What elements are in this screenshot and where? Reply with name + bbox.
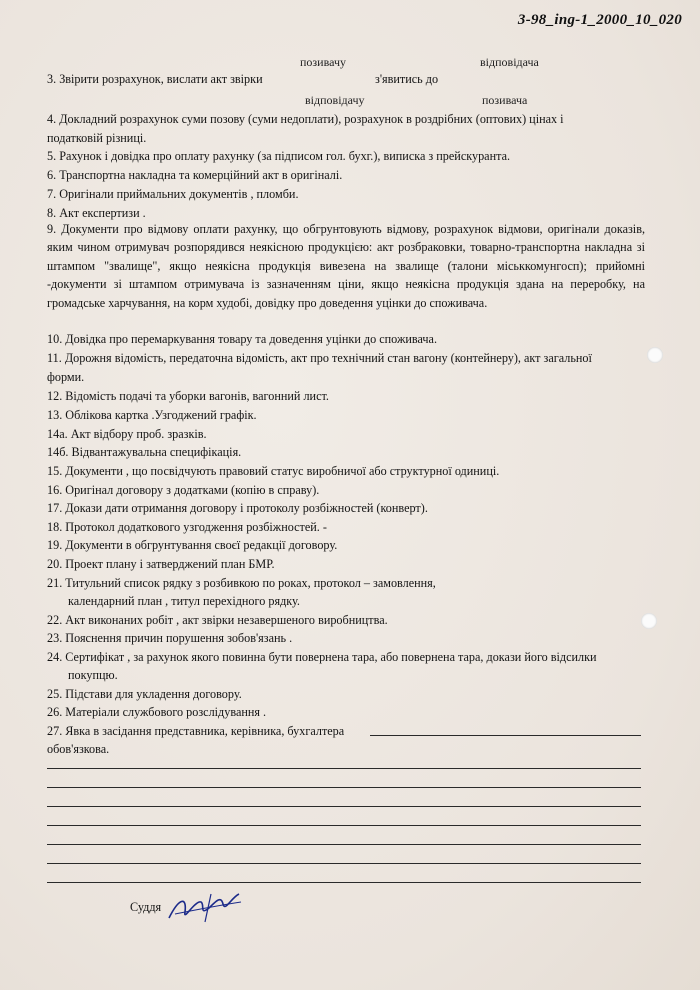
- item-22: 22. Акт виконаних робіт , акт звірки незавершеного виробництва.: [47, 613, 388, 627]
- blank-line-5: [47, 844, 641, 845]
- item-24-line1: 24. Сертифікат , за рахунок якого повинна бути повернена тара, або повернена тара, докази його відсилки: [47, 650, 597, 664]
- item-11-line2: форми.: [47, 370, 85, 384]
- item-3-appear-text: з'явитись до: [375, 72, 439, 86]
- item-13: 13. Облікова картка .Узгоджений графік.: [47, 408, 257, 422]
- item-20: 20. Проект плану і затверджений план БМР.: [47, 557, 275, 571]
- item-16: 16. Оригінал договору з додатками (копію в справу).: [47, 483, 320, 497]
- hint-vidpovidachu: відповідачу: [305, 93, 365, 107]
- item-17: 17. Докази дати отримання договору і протоколу розбіжностей (конверт).: [47, 501, 428, 515]
- blank-line-4: [47, 825, 641, 826]
- blank-line-6: [47, 863, 641, 864]
- item-3-text: 3. Звірити розрахунок, вислати акт звірки: [47, 72, 263, 86]
- item-15: 15. Документи , що посвідчують правовий статус виробничої або структурної одиниці.: [47, 464, 500, 478]
- judge-signature: [165, 888, 245, 928]
- item-25: 25. Підстави для укладення договору.: [47, 687, 242, 701]
- item-7: 7. Оригінали приймальних документів , пломби.: [47, 187, 299, 201]
- item-14a: 14а. Акт відбору проб. зразків.: [47, 427, 207, 441]
- hint-pozyvachu: позивачу: [300, 55, 346, 69]
- blank-line-2: [47, 787, 641, 788]
- item-8: 8. Акт експертизи .: [47, 206, 146, 220]
- blank-line-1: [47, 768, 641, 769]
- item-11-line1: 11. Дорожня відомість, передаточна відомість, акт про технічний стан вагону (контейнеру), акт загальної: [47, 351, 592, 365]
- item-27-text: 27. Явка в засідання представника, керівника, бухгалтера: [47, 724, 345, 738]
- item-26: 26. Матеріали службового розслідування .: [47, 705, 267, 719]
- item-5: 5. Рахунок і довідка про оплату рахунку (за підписом гол. бухг.), виписка з прейскуранта.: [47, 149, 511, 163]
- hint-vidpovidacha: відповідача: [480, 55, 539, 69]
- judge-label: Суддя: [130, 900, 162, 914]
- blank-line-3: [47, 806, 641, 807]
- item-24-line2: покупцю.: [68, 668, 118, 682]
- item-21-line2: календарний план , титул перехідного рядку.: [68, 594, 300, 608]
- item-4-line1: 4. Докладний розрахунок суми позову (суми недоплати), розрахунок в роздрібних (оптових) цінах і: [47, 112, 564, 126]
- item-4-line2: податковій різниці.: [47, 131, 147, 145]
- punch-hole-bottom: [641, 613, 657, 629]
- item-19: 19. Документи в обгрунтування своєї редакції договору.: [47, 538, 338, 552]
- item-18: 18. Протокол додаткового узгодження розбіжностей. -: [47, 520, 327, 534]
- hint-pozyvacha: позивача: [482, 93, 528, 107]
- punch-hole-top: [647, 347, 663, 363]
- item-27-blank-line: [370, 735, 641, 736]
- item-27-line1: [47, 722, 640, 740]
- item-12: 12. Відомість подачі та уборки вагонів, вагонний лист.: [47, 389, 329, 403]
- item-3: [47, 70, 640, 88]
- item-14b: 14б. Відвантажувальна специфікація.: [47, 445, 242, 459]
- item-10: 10. Довідка про перемаркування товару та доведення уцінки до споживача.: [47, 332, 438, 346]
- item-9: 9. Документи про відмову оплати рахунку, що обгрунтовують відмову, розрахунок відмови, оригінали доказів, яким чином отримувач розпорядився неякісною продукцією: акт розбраковки, товарно-транспортна накладна зі штампом "звалище", якщо неякісна продукція вивезена на звалище (талони міськкомунгосп); прийомні -документи зі штампом отримувача із зазначенням ціни, якщо неякісна продукція здана на переробку, на громадське харчування, на корм худобі, довідку про доведення уцінки до споживача.: [47, 222, 645, 310]
- document-id: 3-98_ing-1_2000_10_020: [517, 12, 682, 28]
- item-23: 23. Пояснення причин порушення зобов'язань .: [47, 631, 293, 645]
- blank-line-7: [47, 882, 641, 883]
- item-27-line2: обов'язкова.: [47, 742, 110, 756]
- item-6: 6. Транспортна накладна та комерційний акт в оригіналі.: [47, 168, 343, 182]
- item-21-line1: 21. Титульний список рядку з розбивкою по роках, протокол – замовлення,: [47, 576, 436, 590]
